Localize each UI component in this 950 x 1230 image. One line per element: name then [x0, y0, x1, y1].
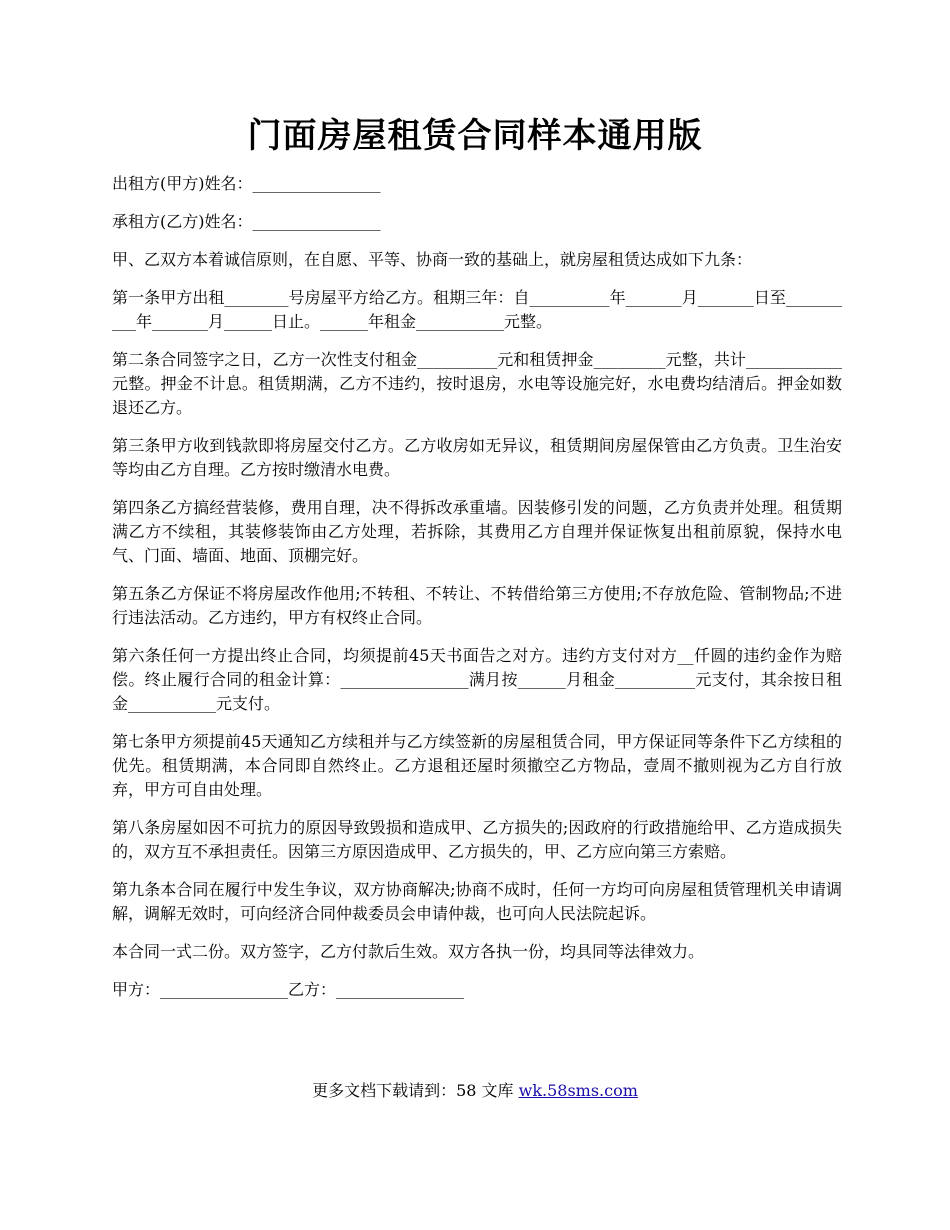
- signature-line: 甲方：________________乙方：________________: [112, 980, 465, 999]
- lessee-name-line: 承租方(乙方)姓名：________________: [112, 212, 381, 231]
- preamble-paragraph: 甲、乙双方本着诚信原则，在自愿、平等、协商一致的基础上，就房屋租赁达成如下九条：: [112, 250, 753, 269]
- lessor-name-line: 出租方(甲方)姓名：________________: [112, 174, 381, 193]
- document-body: [112, 172, 842, 1016]
- article-7: 第七条甲方须提前45天通知乙方续租并与乙方续签新的房屋租赁合同，甲方保证同等条件下乙方续租的优先。租赁期满，本合同即自然终止。乙方退租还屋时须撤空乙方物品，壹周不撤则视为乙方自行放弃，甲方可自由处理。: [112, 732, 842, 799]
- footer-link[interactable]: wk.58sms.com: [518, 1081, 638, 1100]
- article-2: 第二条合同签字之日，乙方一次性支付租金__________元和租赁押金_________元整，共计____________元整。押金不计息。租赁期满，乙方不违约，按时退房，水电等设施完好，水电费均结清后。押金如数退还乙方。: [112, 350, 842, 417]
- article-1: 第一条甲方出租________号房屋平方给乙方。租期三年：自__________年_______月_______日至__________年_______月______日止。______年租金___________元整。: [112, 288, 842, 331]
- article-6: 第六条任何一方提出终止合同，均须提前45天书面告之对方。违约方支付对方__仟圆的违约金作为赔偿。终止履行合同的租金计算：________________满月按______月租金__________元支付，其余按日租金___________元支付。: [112, 646, 842, 713]
- closing-paragraph: 本合同一式二份。双方签字，乙方付款后生效。双方各执一份，均具同等法律效力。: [112, 942, 705, 961]
- document-title: 门面房屋租赁合同样本通用版: [247, 116, 703, 156]
- article-9: 第九条本合同在履行中发生争议，双方协商解决;协商不成时，任何一方均可向房屋租赁管理机关申请调解，调解无效时，可向经济合同仲裁委员会申请仲裁，也可向人民法院起诉。: [112, 880, 842, 923]
- article-4: 第四条乙方搞经营装修，费用自理，决不得拆改承重墙。因装修引发的问题，乙方负责并处理。租赁期满乙方不续租，其装修装饰由乙方处理，若拆除，其费用乙方自理并保证恢复出租前原貌，保持水电气、门面、墙面、地面、顶棚完好。: [112, 498, 842, 565]
- article-5: 第五条乙方保证不将房屋改作他用;不转租、不转让、不转借给第三方使用;不存放危险、管制物品;不进行违法活动。乙方违约，甲方有权终止合同。: [112, 584, 842, 627]
- article-8: 第八条房屋如因不可抗力的原因导致毁损和造成甲、乙方损失的;因政府的行政措施给甲、乙方造成损失的，双方互不承担责任。因第三方原因造成甲、乙方损失的，甲、乙方应向第三方索赔。: [112, 818, 842, 861]
- footer: [0, 1079, 950, 1103]
- article-3: 第三条甲方收到钱款即将房屋交付乙方。乙方收房如无异议，租赁期间房屋保管由乙方负责。卫生治安等均由乙方自理。乙方按时缴清水电费。: [112, 436, 842, 479]
- footer-text: 更多文档下载请到：58 文库: [312, 1081, 519, 1100]
